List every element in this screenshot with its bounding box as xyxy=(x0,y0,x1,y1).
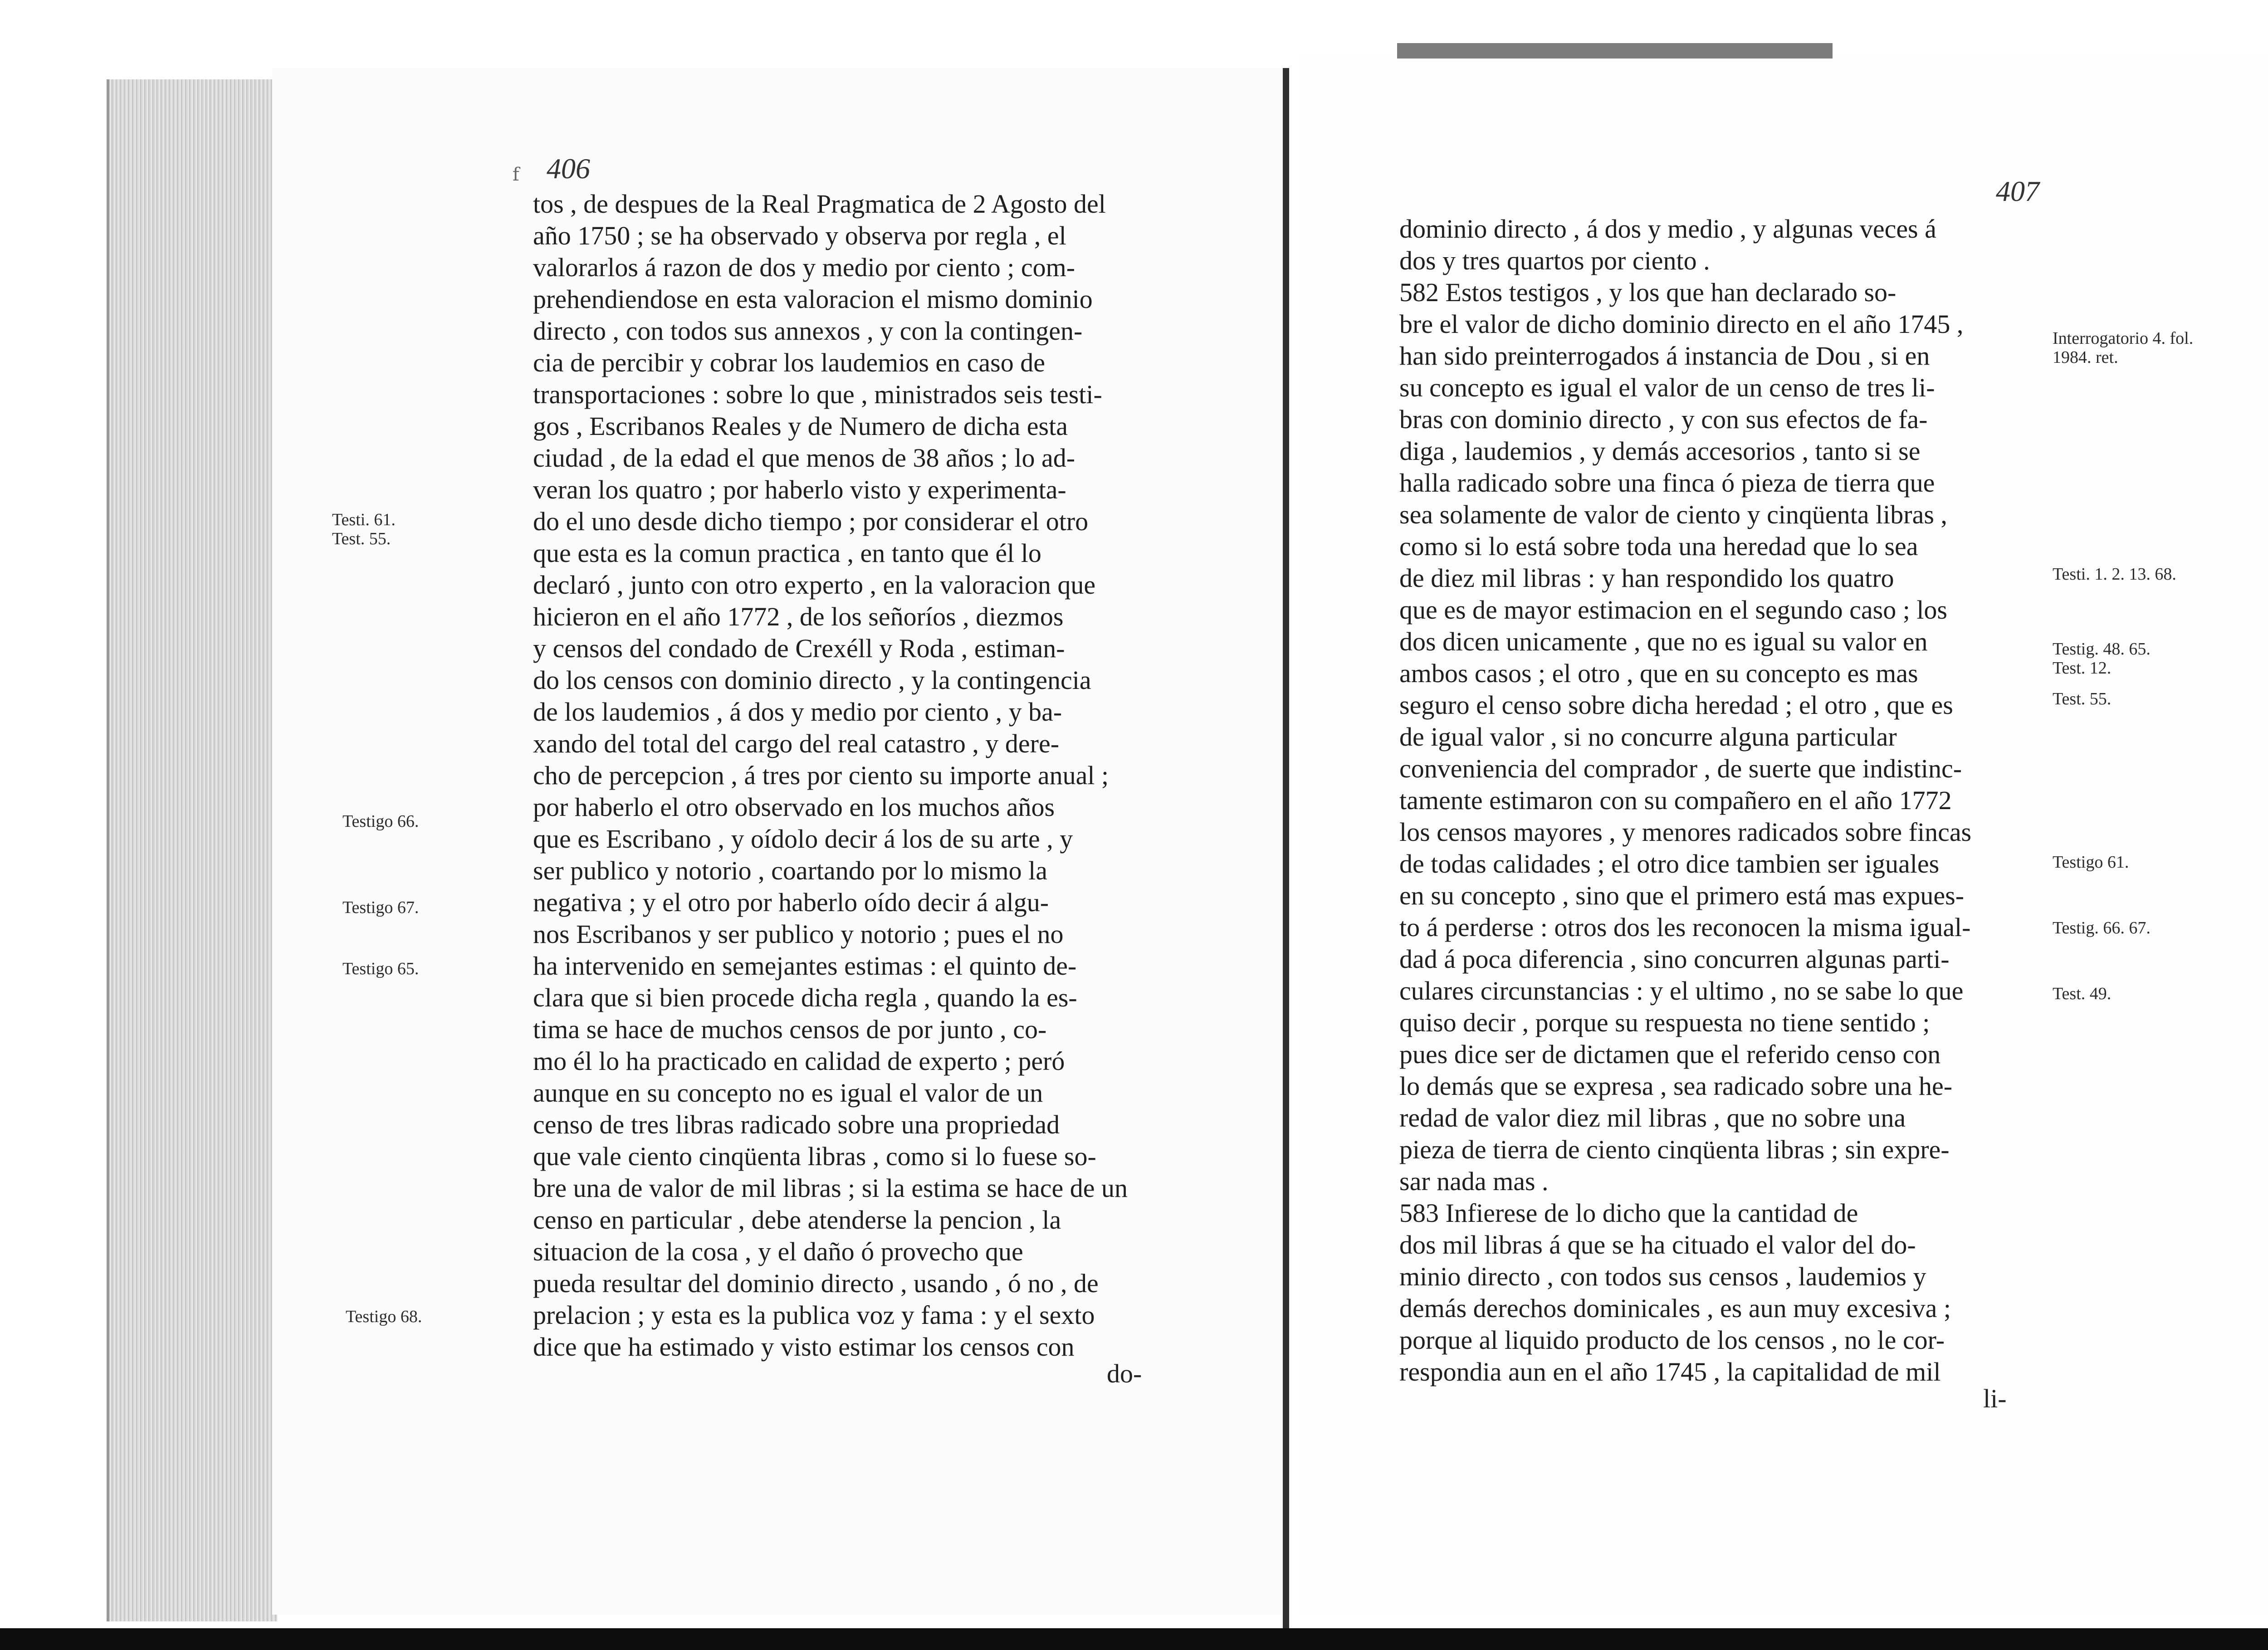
text-line: tamente estimaron con su compañero en el año 1772 xyxy=(1399,786,1952,815)
text-line: ambos casos ; el otro , que en su concepto es mas xyxy=(1399,659,1918,688)
text-line: redad de valor diez mil libras , que no sobre una xyxy=(1399,1103,1906,1133)
text-line: to á perderse : otros dos les reconocen la misma igual- xyxy=(1399,913,1971,942)
text-line: por haberlo el otro observado en los muchos años xyxy=(533,792,1055,822)
text-line: dos mil libras á que se ha cituado el valor del do- xyxy=(1399,1230,1916,1259)
text-line: bras con dominio directo , y con sus efectos de fa- xyxy=(1399,405,1928,434)
scan-bottom-border xyxy=(0,1628,2268,1650)
text-line: bre una de valor de mil libras ; si la estima se hace de un xyxy=(533,1173,1128,1203)
text-line: valorarlos á razon de dos y medio por ciento ; com- xyxy=(533,253,1075,282)
right-margin-note: Testi. 1. 2. 13. 68. xyxy=(2053,565,2176,584)
text-line: minio directo , con todos sus censos , laudemios y xyxy=(1399,1262,1926,1291)
left-page-body xyxy=(533,188,1186,1363)
text-line: pieza de tierra de ciento cinqüenta libras ; sin expre- xyxy=(1399,1135,1950,1164)
left-margin-note: Testigo 68. xyxy=(346,1307,422,1326)
right-margin-note: Testig. 66. 67. xyxy=(2053,918,2151,937)
text-line: de igual valor , si no concurre alguna particular xyxy=(1399,722,1897,752)
left-margin-note: Testigo 66. xyxy=(342,812,419,831)
text-line: que vale ciento cinqüenta libras , como si lo fuese so- xyxy=(533,1142,1096,1171)
text-line: dad á poca diferencia , sino concurren algunas parti- xyxy=(1399,944,1950,974)
text-line: pueda resultar del dominio directo , usando , ó no , de xyxy=(533,1269,1099,1298)
text-line: transportaciones : sobre lo que , ministrados seis testi- xyxy=(533,380,1102,409)
right-margin-note: Testig. 48. 65. Test. 12. xyxy=(2053,639,2151,678)
text-line: ha intervenido en semejantes estimas : el quinto de- xyxy=(533,951,1077,981)
text-line: clara que si bien procede dicha regla , quando la es- xyxy=(533,983,1077,1012)
text-line: cho de percepcion , á tres por ciento su importe anual ; xyxy=(533,761,1109,790)
left-margin-note: Testigo 65. xyxy=(342,959,419,978)
right-margin-note: Test. 49. xyxy=(2053,984,2112,1003)
text-line: culares circunstancias : y el ultimo , no se sabe lo que xyxy=(1399,976,1964,1006)
left-catchword: do- xyxy=(1107,1359,1142,1388)
text-line: censo de tres libras radicado sobre una propriedad xyxy=(533,1110,1060,1139)
text-line: do el uno desde dicho tiempo ; por considerar el otro xyxy=(533,507,1089,536)
text-line: han sido preinterrogados á instancia de Dou , si en xyxy=(1399,341,1930,371)
page-top-shadow xyxy=(1397,43,1833,59)
text-line: seguro el censo sobre dicha heredad ; el otro , que es xyxy=(1399,690,1953,720)
text-line: sar nada mas . xyxy=(1399,1167,1549,1196)
text-line: veran los quatro ; por haberlo visto y experimenta- xyxy=(533,475,1066,504)
text-line: halla radicado sobre una finca ó pieza de tierra que xyxy=(1399,468,1935,498)
text-line: tos , de despues de la Real Pragmatica de 2 Agosto del xyxy=(533,189,1106,219)
text-line: mo él lo ha practicado en calidad de experto ; peró xyxy=(533,1046,1065,1076)
text-line: 582 Estos testigos , y los que han declarado so- xyxy=(1399,278,1897,307)
text-line: hicieron en el año 1772 , de los señoríos , diezmos xyxy=(533,602,1064,631)
text-line: que es de mayor estimacion en el segundo caso ; los xyxy=(1399,595,1948,625)
left-page-number: 406 xyxy=(547,152,590,185)
text-line: que es Escribano , y oídolo decir á los de su arte , y xyxy=(533,824,1073,854)
text-line: declaró , junto con otro experto , en la valoracion que xyxy=(533,570,1096,600)
right-margin-note: Test. 55. xyxy=(2053,689,2112,708)
text-line: dominio directo , á dos y medio , y algunas veces á xyxy=(1399,214,1936,244)
text-line: 583 Infierese de lo dicho que la cantidad de xyxy=(1399,1198,1858,1228)
text-line: de los laudemios , á dos y medio por ciento , y ba- xyxy=(533,697,1062,727)
text-line: y censos del condado de Crexéll y Roda , estiman- xyxy=(533,634,1065,663)
text-line: gos , Escribanos Reales y de Numero de dicha esta xyxy=(533,411,1068,441)
right-page-number: 407 xyxy=(1996,175,2039,207)
book-gutter xyxy=(1283,68,1289,1628)
text-line: ser publico y notorio , coartando por lo mismo la xyxy=(533,856,1048,885)
right-margin-note: Testigo 61. xyxy=(2053,853,2129,872)
text-line: directo , con todos sus annexos , y con la contingen- xyxy=(533,316,1083,346)
text-line: diga , laudemios , y demás accesorios , tanto si se xyxy=(1399,436,1921,466)
text-line: de todas calidades ; el otro dice tambien ser iguales xyxy=(1399,849,1940,879)
right-margin-note: Interrogatorio 4. fol. 1984. ret. xyxy=(2053,329,2194,367)
text-line: cia de percibir y cobrar los laudemios en caso de xyxy=(533,348,1045,377)
left-corner-mark: f xyxy=(513,164,519,185)
right-catchword: li- xyxy=(1983,1384,2007,1413)
left-margin-note: Testi. 61. Test. 55. xyxy=(332,510,396,548)
text-line: situacion de la cosa , y el daño ó provecho que xyxy=(533,1237,1023,1266)
text-line: dos dicen unicamente , que no es igual su valor en xyxy=(1399,627,1928,656)
text-line: sea solamente de valor de ciento y cinqüenta libras , xyxy=(1399,500,1947,529)
text-line: nos Escribanos y ser publico y notorio ; pues el no xyxy=(533,919,1064,949)
text-line: pues dice ser de dictamen que el referido censo con xyxy=(1399,1040,1941,1069)
book-page-edges xyxy=(107,79,277,1621)
text-line: demás derechos dominicales , es aun muy excesiva ; xyxy=(1399,1294,1951,1323)
text-line: ciudad , de la edad el que menos de 38 años ; lo ad- xyxy=(533,443,1075,473)
text-line: xando del total del cargo del real catastro , y dere- xyxy=(533,729,1060,758)
text-line: dice que ha estimado y visto estimar los censos con xyxy=(533,1332,1075,1362)
text-line: de diez mil libras : y han respondido los quatro xyxy=(1399,563,1894,593)
right-page-body xyxy=(1399,213,2039,1388)
text-line: censo en particular , debe atenderse la pencion , la xyxy=(533,1205,1061,1235)
text-line: conveniencia del comprador , de suerte que indistinc- xyxy=(1399,754,1962,783)
text-line: los censos mayores , y menores radicados sobre fincas xyxy=(1399,817,1972,847)
text-line: aunque en su concepto no es igual el valor de un xyxy=(533,1078,1043,1108)
text-line: respondia aun en el año 1745 , la capitalidad de mil xyxy=(1399,1357,1941,1386)
text-line: prehendiendose en esta valoracion el mismo dominio xyxy=(533,284,1093,314)
text-line: do los censos con dominio directo , y la contingencia xyxy=(533,665,1091,695)
text-line: su concepto es igual el valor de un censo de tres li- xyxy=(1399,373,1935,402)
text-line: dos y tres quartos por ciento . xyxy=(1399,246,1710,275)
text-line: que esta es la comun practica , en tanto que él lo xyxy=(533,538,1041,568)
text-line: lo demás que se expresa , sea radicado sobre una he- xyxy=(1399,1071,1953,1101)
text-line: negativa ; y el otro por haberlo oído decir á algu- xyxy=(533,888,1049,917)
text-line: como si lo está sobre toda una heredad que lo sea xyxy=(1399,532,1918,561)
left-margin-note: Testigo 67. xyxy=(342,898,419,917)
text-line: bre el valor de dicho dominio directo en el año 1745 , xyxy=(1399,309,1964,339)
text-line: en su concepto , sino que el primero está mas expues- xyxy=(1399,881,1965,910)
text-line: año 1750 ; se ha observado y observa por regla , el xyxy=(533,221,1066,250)
text-line: tima se hace de muchos censos de por junto , co- xyxy=(533,1015,1047,1044)
text-line: prelacion ; y esta es la publica voz y fama : y el sexto xyxy=(533,1300,1095,1330)
text-line: porque al liquido producto de los censos , no le cor- xyxy=(1399,1325,1945,1355)
text-line: quiso decir , porque su respuesta no tiene sentido ; xyxy=(1399,1008,1930,1037)
